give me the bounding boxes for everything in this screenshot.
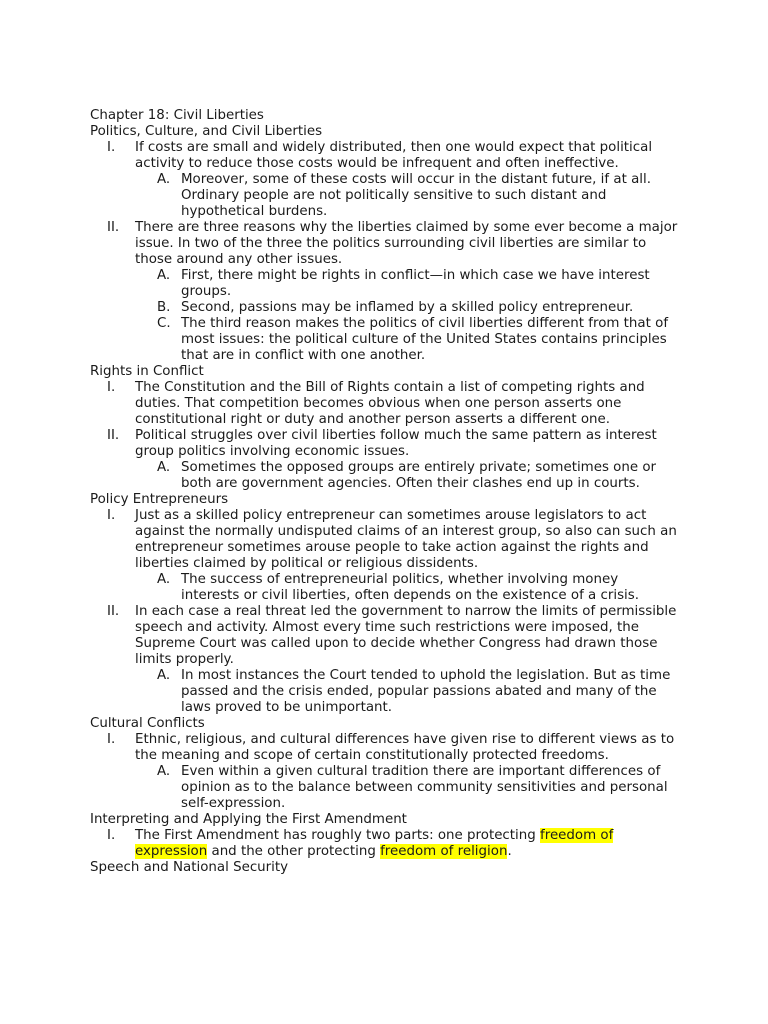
highlighted-text: freedom of religion — [380, 844, 508, 859]
outline-item — [90, 380, 680, 428]
item-text-part: . — [507, 844, 512, 859]
letter-marker: A. — [157, 460, 171, 475]
outline-subitem — [90, 764, 680, 812]
roman-numeral-marker: I. — [107, 140, 116, 155]
item-text: Just as a skilled policy entrepreneur can sometimes arouse legislators to act against the normally undisputed claims of an interest group, so also can such an entrepreneur sometimes arouse people to take action against the rights and liberties claimed by political or religious dissidents. — [135, 508, 677, 571]
item-text-part: The First Amendment has roughly two parts: one protecting — [135, 828, 541, 843]
section-heading: Politics, Culture, and Civil Liberties — [90, 124, 323, 139]
item-text-part: and the other protecting — [207, 844, 381, 859]
section-heading: Speech and National Security — [90, 860, 289, 875]
outline-item — [90, 140, 680, 172]
section-heading: Cultural Conflicts — [90, 716, 205, 731]
outline-item — [90, 508, 680, 572]
item-text: If costs are small and widely distributed, then one would expect that political activity to reduce those costs would be infrequent and often ineffective. — [135, 140, 653, 171]
outline-subitem — [90, 300, 680, 316]
outline-subitem — [90, 268, 680, 300]
outline-subitem — [90, 172, 680, 220]
roman-numeral-marker: II. — [107, 428, 120, 443]
page-title: Chapter 18: Civil Liberties — [90, 108, 264, 123]
subitem-text: The third reason makes the politics of civil liberties different from that of most issues: the political culture of the United States contains principles that are in conflict with one another. — [181, 316, 669, 363]
outline-item — [90, 732, 680, 764]
highlighted-text: freedom of expression — [135, 828, 614, 859]
roman-numeral-marker: II. — [107, 604, 120, 619]
letter-marker: B. — [157, 300, 171, 315]
subitem-text: Second, passions may be inflamed by a skilled policy entrepreneur. — [181, 300, 634, 315]
item-text: In each case a real threat led the government to narrow the limits of permissible speech and activity. Almost every time such restrictions were imposed, the Supreme Court was called upon to decide whether Congress had drawn those limits properly. — [135, 604, 677, 667]
document-body — [90, 108, 680, 876]
letter-marker: A. — [157, 572, 171, 587]
outline-subitem — [90, 572, 680, 604]
letter-marker: A. — [157, 172, 171, 187]
outline-subitem — [90, 668, 680, 716]
letter-marker: A. — [157, 668, 171, 683]
outline-item — [90, 604, 680, 668]
section-heading: Policy Entrepreneurs — [90, 492, 229, 507]
subitem-text: First, there might be rights in conflict—in which case we have interest groups. — [181, 268, 650, 299]
outline-subitem — [90, 316, 680, 364]
item-text: Ethnic, religious, and cultural differences have given rise to different views as to the meaning and scope of certain constitutionally protected freedoms. — [135, 732, 675, 763]
item-text: There are three reasons why the liberties claimed by some ever become a major issue. In two of the three the politics surrounding civil liberties are similar to those around any other issues. — [135, 220, 678, 267]
section-heading: Interpreting and Applying the First Amendment — [90, 812, 407, 827]
outline-subitem — [90, 460, 680, 492]
letter-marker: A. — [157, 268, 171, 283]
subitem-text: Moreover, some of these costs will occur in the distant future, if at all. Ordinary people are not politically sensitive to such distant and hypothetical burdens. — [181, 172, 651, 219]
subitem-text: Even within a given cultural tradition there are important differences of opinion as to the balance between community sensitivities and personal self-expression. — [181, 764, 668, 811]
subitem-text: In most instances the Court tended to uphold the legislation. But as time passed and the crisis ended, popular passions abated and many of the laws proved to be unimportant. — [181, 668, 671, 715]
roman-numeral-marker: I. — [107, 732, 116, 747]
roman-numeral-marker: I. — [107, 508, 116, 523]
subitem-text: Sometimes the opposed groups are entirely private; sometimes one or both are government agencies. Often their clashes end up in courts. — [181, 460, 657, 491]
item-text: The Constitution and the Bill of Rights contain a list of competing rights and duties. That competition becomes obvious when one person asserts one constitutional right or duty and another person asserts a different one. — [135, 380, 645, 427]
roman-numeral-marker: II. — [107, 220, 120, 235]
roman-numeral-marker: I. — [107, 380, 116, 395]
letter-marker: C. — [157, 316, 171, 331]
item-text: Political struggles over civil liberties follow much the same pattern as interest group politics involving economic issues. — [135, 428, 657, 459]
outline-item — [90, 220, 680, 268]
section-heading: Rights in Conflict — [90, 364, 204, 379]
outline-item — [90, 428, 680, 460]
roman-numeral-marker: I. — [107, 828, 116, 843]
outline-item — [90, 828, 680, 860]
subitem-text: The success of entrepreneurial politics, whether involving money interests or civil liberties, often depends on the existence of a crisis. — [181, 572, 640, 603]
letter-marker: A. — [157, 764, 171, 779]
